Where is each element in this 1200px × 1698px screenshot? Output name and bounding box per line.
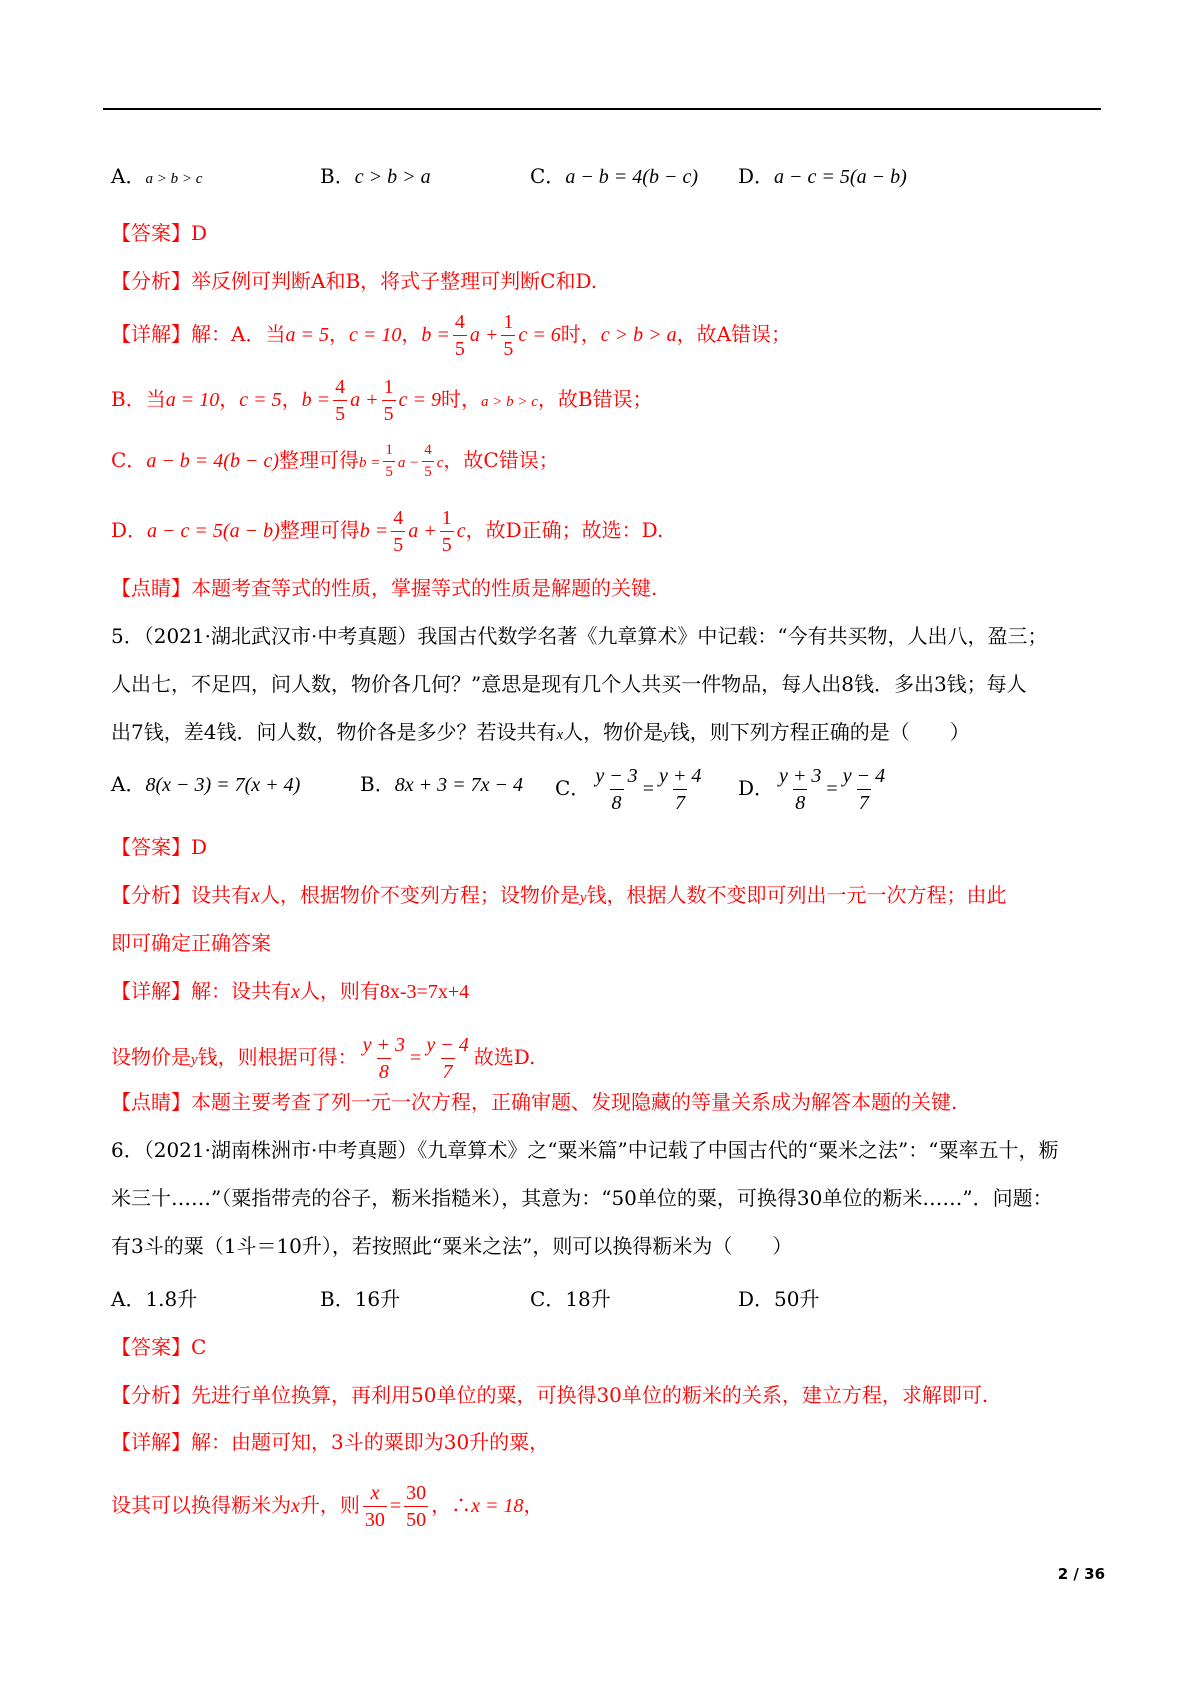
detail-text: B．当 bbox=[111, 387, 166, 411]
q4-detail-line-3 bbox=[111, 443, 559, 480]
option-label: A． bbox=[111, 772, 146, 796]
option-label: B． bbox=[320, 1287, 355, 1311]
detail-text: 故选D. bbox=[473, 1045, 536, 1069]
numerator: 4 bbox=[393, 507, 404, 529]
math: a = 10 bbox=[165, 389, 220, 411]
q4-detail-line-1 bbox=[111, 312, 791, 359]
q4-detail-line-4 bbox=[111, 508, 663, 555]
detail-text: 设物价是 bbox=[111, 1045, 191, 1069]
numerator: y − 4 bbox=[426, 1034, 469, 1056]
q6-detail-line-1: 【详解】解：由题可知，3斗的粟即为30升的粟， bbox=[111, 1430, 550, 1454]
option-label: B． bbox=[320, 164, 355, 188]
option-label: B． bbox=[360, 772, 395, 796]
math: a − bbox=[397, 455, 420, 471]
detail-text: 整理可得 bbox=[279, 448, 359, 472]
fraction bbox=[657, 766, 703, 813]
option-expr: a − c = 5(a − b) bbox=[774, 166, 907, 188]
math: c = 5 bbox=[239, 389, 282, 411]
math: x bbox=[556, 727, 564, 743]
math: a + bbox=[350, 389, 379, 411]
denominator: 5 bbox=[382, 400, 396, 424]
math: x bbox=[251, 885, 260, 907]
numerator: 30 bbox=[406, 1482, 427, 1504]
denominator: 5 bbox=[501, 335, 515, 359]
q4-answer: 【答案】D bbox=[111, 221, 208, 245]
q4-option-d bbox=[738, 166, 907, 187]
option-text: 18升 bbox=[565, 1287, 611, 1311]
math: c bbox=[436, 455, 444, 471]
detail-text: C． bbox=[111, 448, 147, 472]
equals: = bbox=[410, 1047, 422, 1069]
denominator: 50 bbox=[404, 1506, 428, 1530]
fraction bbox=[422, 443, 434, 480]
option-label: D． bbox=[738, 164, 775, 188]
numerator: 4 bbox=[454, 311, 465, 333]
q6-stem-line-1: 6．（2021·湖南株洲市·中考真题）《九章算术》之“粟米篇”中记载了中国古代的“粟米之法”：“粟率五十，粝 bbox=[111, 1138, 1059, 1162]
numerator: y − 3 bbox=[595, 765, 638, 787]
numerator: y − 4 bbox=[842, 765, 886, 787]
fraction bbox=[391, 508, 405, 555]
fraction bbox=[404, 1483, 428, 1530]
punct: 时， bbox=[440, 387, 481, 411]
q4-option-a bbox=[111, 166, 202, 187]
detail-text: D． bbox=[111, 518, 148, 542]
q6-option-d bbox=[738, 1289, 820, 1309]
numerator: 1 bbox=[441, 507, 452, 529]
q6-option-c bbox=[530, 1289, 611, 1309]
math: y bbox=[579, 890, 587, 906]
option-expr: 8x + 3 = 7x − 4 bbox=[394, 774, 523, 796]
detail-text: ，故B错误； bbox=[537, 387, 653, 411]
punct: ， bbox=[219, 387, 240, 411]
detail-text: 设其可以换得粝米为 bbox=[111, 1493, 291, 1517]
numerator: 4 bbox=[424, 442, 432, 458]
punct: ， bbox=[328, 322, 349, 346]
denominator: 7 bbox=[857, 789, 871, 813]
q4-detail-line-2 bbox=[111, 377, 653, 424]
q5-answer: 【答案】D bbox=[111, 835, 208, 859]
option-text: 1.8升 bbox=[145, 1287, 198, 1311]
option-expr: a − b = 4(b − c) bbox=[565, 166, 698, 188]
q6-detail-line-2 bbox=[111, 1483, 544, 1530]
math: a > b > c bbox=[480, 394, 538, 410]
option-label: D． bbox=[738, 776, 775, 800]
math: c > b > a bbox=[600, 324, 677, 346]
math: x bbox=[291, 1495, 300, 1517]
fraction bbox=[363, 1483, 387, 1530]
fraction bbox=[501, 312, 515, 359]
option-label: C． bbox=[530, 164, 566, 188]
detail-text: ，∴ bbox=[431, 1493, 472, 1517]
option-label: C． bbox=[555, 776, 591, 800]
q6-stem-line-2: 米三十……”（粟指带壳的谷子，粝米指糙米），其意为：“50单位的粟，可换得30单位的粝米……”．问题： bbox=[111, 1186, 1053, 1210]
math: x = 18 bbox=[471, 1495, 524, 1517]
q6-option-b bbox=[320, 1289, 400, 1309]
q5-comment: 【点睛】本题主要考查了列一元一次方程，正确审题、发现隐藏的等量关系成为解答本题的关键. bbox=[111, 1090, 958, 1114]
q5-option-c bbox=[555, 766, 706, 813]
option-expr: 8(x − 3) = 7(x + 4) bbox=[145, 774, 301, 796]
denominator: 5 bbox=[422, 461, 434, 480]
detail-text: 【详解】解：A．当 bbox=[111, 322, 286, 346]
fraction bbox=[777, 766, 823, 813]
q5-stem-line-2: 人出七，不足四，问人数，物价各几何？”意思是现有几个人共买一件物品，每人出8钱．多出3钱；每人 bbox=[111, 672, 1027, 696]
numerator: y + 3 bbox=[362, 1034, 406, 1056]
q5-detail-line-1 bbox=[111, 981, 469, 1002]
q5-analysis-line-1 bbox=[111, 885, 1007, 906]
option-text: 16升 bbox=[354, 1287, 401, 1311]
stem-text: 钱，则下列方程正确的是（ ） bbox=[669, 720, 970, 744]
punct: 时， bbox=[560, 322, 601, 346]
math: b = bbox=[359, 455, 381, 471]
q6-stem-line-3: 有3斗的粟（1斗＝10升），若按照此“粟米之法”，则可以换得粝米为（ ） bbox=[111, 1234, 793, 1258]
detail-text: ，故C错误； bbox=[443, 448, 559, 472]
denominator: 5 bbox=[391, 531, 405, 555]
analysis-text: 钱，根据人数不变即可列出一元一次方程；由此 bbox=[586, 883, 1007, 907]
denominator: 5 bbox=[333, 400, 347, 424]
denominator: 8 bbox=[793, 789, 807, 813]
option-label: C． bbox=[530, 1287, 566, 1311]
header-rule bbox=[103, 108, 1101, 110]
denominator: 8 bbox=[377, 1058, 391, 1082]
fraction bbox=[424, 1035, 470, 1082]
fraction bbox=[382, 377, 396, 424]
numerator: 1 bbox=[383, 376, 394, 398]
denominator: 8 bbox=[610, 789, 624, 813]
q5-stem-line-1: 5．（2021·湖北武汉市·中考真题）我国古代数学名著《九章算术》中记载：“今有共买物，人出八，盈三； bbox=[111, 624, 1048, 648]
q4-option-c bbox=[530, 166, 698, 187]
option-expr: c > b > a bbox=[354, 166, 431, 188]
denominator: 30 bbox=[363, 1506, 387, 1530]
denominator: 5 bbox=[453, 335, 467, 359]
math: b = bbox=[359, 520, 389, 542]
math: a = 5 bbox=[285, 324, 329, 346]
math: b = bbox=[421, 324, 450, 346]
q5-option-d bbox=[738, 766, 890, 813]
denominator: 7 bbox=[441, 1058, 455, 1082]
punct: ， bbox=[523, 1493, 544, 1517]
option-label: D． bbox=[738, 1287, 775, 1311]
fraction bbox=[383, 443, 395, 480]
fraction bbox=[841, 766, 887, 813]
analysis-text: 人，根据物价不变列方程；设物价是 bbox=[259, 883, 580, 907]
numerator: y + 3 bbox=[779, 765, 822, 787]
denominator: 5 bbox=[383, 461, 395, 480]
equals: = bbox=[642, 778, 654, 800]
denominator: 7 bbox=[673, 789, 687, 813]
math: y bbox=[663, 727, 670, 743]
q4-comment: 【点睛】本题考查等式的性质，掌握等式的性质是解题的关键. bbox=[111, 576, 658, 600]
detail-text: ，故D正确；故选：D. bbox=[465, 518, 664, 542]
analysis-text: 【分析】设共有 bbox=[111, 883, 251, 907]
option-label: A． bbox=[111, 1287, 146, 1311]
math: c = 6 bbox=[518, 324, 561, 346]
equals: = bbox=[389, 1495, 402, 1517]
math: a + bbox=[408, 520, 437, 542]
detail-text: 人，则有 bbox=[299, 979, 380, 1003]
numerator: 1 bbox=[385, 442, 393, 458]
detail-text: 升，则 bbox=[299, 1493, 360, 1517]
q6-answer: 【答案】C bbox=[111, 1335, 207, 1359]
q6-analysis: 【分析】先进行单位换算，再利用50单位的粟，可换得30单位的粝米的关系，建立方程，求解即可. bbox=[111, 1383, 989, 1407]
math: b = bbox=[301, 389, 331, 411]
stem-text: 人，物价是 bbox=[563, 720, 664, 744]
detail-text: 【详解】解：设共有 bbox=[111, 979, 291, 1003]
math: 8x-3=7x+4 bbox=[379, 981, 470, 1003]
denominator: 5 bbox=[440, 531, 454, 555]
math: c = 10 bbox=[348, 324, 402, 346]
math: y bbox=[191, 1052, 198, 1068]
fraction bbox=[333, 377, 347, 424]
q4-analysis: 【分析】举反例可判断A和B，将式子整理可判断C和D. bbox=[111, 269, 598, 293]
math: a − c = 5(a − b) bbox=[147, 520, 280, 542]
q5-analysis-line-2: 即可确定正确答案 bbox=[111, 931, 271, 955]
math: a + bbox=[469, 324, 499, 346]
stem-text: 出7钱，差4钱．问人数，物价各是多少？若设共有 bbox=[111, 720, 557, 744]
numerator: 1 bbox=[503, 311, 514, 333]
punct: ， bbox=[401, 322, 422, 346]
q6-option-a bbox=[111, 1289, 197, 1309]
fraction bbox=[440, 508, 454, 555]
option-expr: a > b > c bbox=[145, 171, 203, 187]
math: c = 9 bbox=[398, 389, 441, 411]
numerator: y + 4 bbox=[658, 765, 702, 787]
fraction bbox=[361, 1035, 407, 1082]
q4-option-b bbox=[320, 166, 431, 187]
numerator: 4 bbox=[335, 376, 346, 398]
q5-stem-line-3 bbox=[111, 722, 970, 743]
punct: ， bbox=[281, 387, 302, 411]
option-text: 50升 bbox=[774, 1287, 820, 1311]
detail-text: 整理可得 bbox=[279, 518, 360, 542]
fraction bbox=[593, 766, 639, 813]
q5-option-b bbox=[360, 774, 523, 795]
math: x bbox=[291, 981, 300, 1003]
fraction bbox=[453, 312, 467, 359]
math: c bbox=[456, 520, 466, 542]
detail-text: 钱，则根据可得： bbox=[197, 1045, 358, 1069]
equals: = bbox=[826, 778, 838, 800]
option-label: A． bbox=[111, 164, 146, 188]
numerator: x bbox=[370, 1482, 380, 1504]
math: a − b = 4(b − c) bbox=[146, 450, 279, 472]
page-number: 2 / 36 bbox=[1057, 1565, 1105, 1583]
q5-detail-line-2 bbox=[111, 1035, 535, 1082]
q5-option-a bbox=[111, 774, 300, 795]
detail-text: ，故A错误； bbox=[676, 322, 792, 346]
